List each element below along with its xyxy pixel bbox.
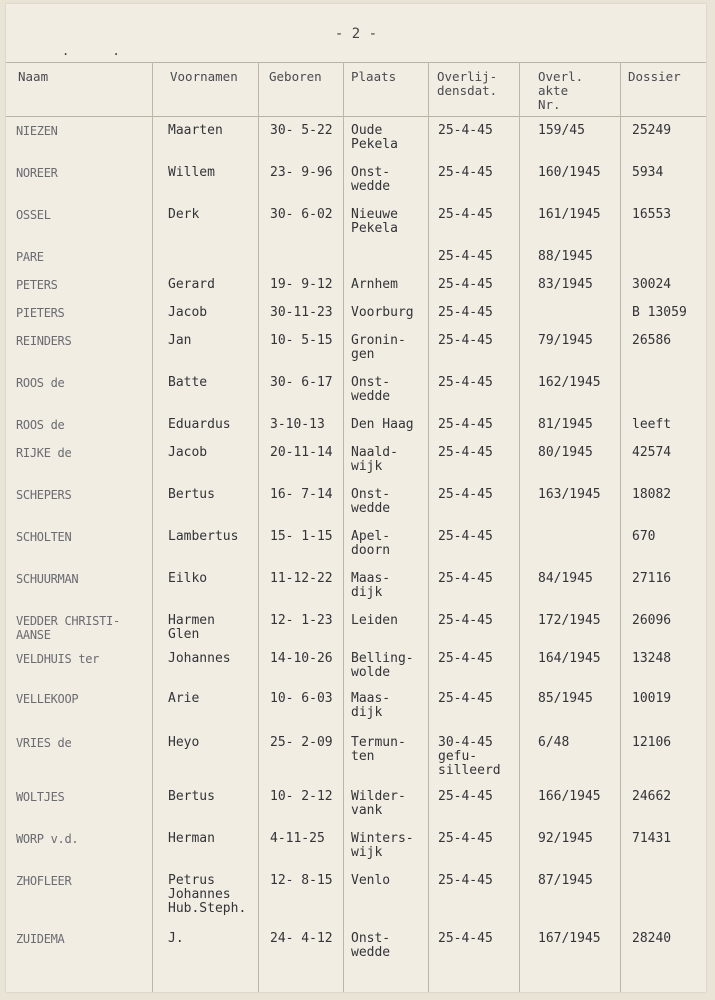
cell-dossier: 26096 [632, 613, 672, 628]
cell-plaats: Leiden [351, 613, 398, 628]
cell-plaats: Onst- wedde [351, 487, 391, 516]
cell-akte: 160/1945 [538, 165, 601, 180]
page-number: - 2 - [334, 26, 378, 42]
cell-akte: 159/45 [538, 123, 585, 138]
cell-geboren: 19- 9-12 [270, 277, 333, 292]
cell-geboren: 10- 6-03 [270, 691, 333, 706]
cell-akte: 161/1945 [538, 207, 601, 222]
cell-plaats: Onst- wedde [351, 165, 391, 194]
cell-dossier: 670 [632, 529, 656, 544]
cell-dossier: 42574 [632, 445, 672, 460]
cell-akte: 166/1945 [538, 789, 601, 804]
cell-naam: SCHOLTEN [16, 530, 72, 544]
header-dossier: Dossier [628, 69, 681, 84]
cell-geboren: 10- 2-12 [270, 789, 333, 804]
cell-naam: VRIES de [16, 736, 72, 750]
cell-plaats: Venlo [351, 873, 391, 888]
cell-dossier: B 13059 [632, 305, 687, 320]
cell-geboren: 30- 6-02 [270, 207, 333, 222]
cell-plaats: Maas- dijk [351, 691, 391, 720]
column-divider [428, 62, 429, 992]
cell-geboren: 24- 4-12 [270, 931, 333, 946]
cell-naam: WORP v.d. [16, 832, 79, 846]
cell-naam: VEDDER CHRISTI- AANSE [16, 614, 120, 642]
cell-geboren: 12- 8-15 [270, 873, 333, 888]
cell-voornamen: Herman [168, 831, 215, 846]
cell-voornamen: Lambertus [168, 529, 239, 544]
cell-dossier: 16553 [632, 207, 672, 222]
cell-geboren: 10- 5-15 [270, 333, 333, 348]
cell-overlijden: 25-4-45 [438, 277, 493, 292]
cell-plaats: Den Haag [351, 417, 414, 432]
cell-akte: 6/48 [538, 735, 570, 750]
cell-akte: 80/1945 [538, 445, 593, 460]
cell-dossier: 10019 [632, 691, 672, 706]
cell-overlijden: 25-4-45 [438, 445, 493, 460]
cell-dossier: 26586 [632, 333, 672, 348]
cell-overlijden: 25-4-45 [438, 873, 493, 888]
cell-voornamen: Heyo [168, 735, 200, 750]
column-divider [343, 62, 344, 992]
cell-dossier: 27116 [632, 571, 672, 586]
cell-dossier: 25249 [632, 123, 672, 138]
cell-voornamen: Willem [168, 165, 215, 180]
cell-voornamen: Bertus [168, 789, 215, 804]
cell-dossier: 13248 [632, 651, 672, 666]
cell-overlijden: 25-4-45 [438, 487, 493, 502]
cell-naam: WOLTJES [16, 790, 65, 804]
cell-voornamen: Harmen Glen [168, 613, 215, 642]
cell-geboren: 3-10-13 [270, 417, 325, 432]
cell-akte: 164/1945 [538, 651, 601, 666]
cell-naam: VELDHUIS ter [16, 652, 100, 666]
cell-akte: 79/1945 [538, 333, 593, 348]
cell-naam: NIEZEN [16, 124, 58, 138]
cell-voornamen: Jacob [168, 305, 208, 320]
cell-plaats: Winters- wijk [351, 831, 414, 860]
cell-dossier: 28240 [632, 931, 672, 946]
cell-voornamen: Eduardus [168, 417, 231, 432]
cell-naam: SCHEPERS [16, 488, 72, 502]
cell-geboren: 20-11-14 [270, 445, 333, 460]
cell-overlijden: 25-4-45 [438, 831, 493, 846]
header-voornamen: Voornamen [170, 69, 238, 84]
cell-geboren: 15- 1-15 [270, 529, 333, 544]
cell-dossier: 12106 [632, 735, 672, 750]
cell-akte: 85/1945 [538, 691, 593, 706]
cell-plaats: Arnhem [351, 277, 398, 292]
table-top-rule [6, 62, 706, 63]
cell-overlijden: 25-4-45 [438, 931, 493, 946]
cell-plaats: Onst- wedde [351, 375, 391, 404]
header-plaats: Plaats [351, 69, 397, 84]
cell-overlijden: 25-4-45 [438, 651, 493, 666]
cell-plaats: Belling- wolde [351, 651, 414, 680]
column-divider [152, 62, 153, 992]
cell-akte: 84/1945 [538, 571, 593, 586]
cell-geboren: 16- 7-14 [270, 487, 333, 502]
cell-plaats: Termun- ten [351, 735, 406, 764]
cell-plaats: Nieuwe Pekela [351, 207, 398, 236]
cell-voornamen: Eilko [168, 571, 208, 586]
document-page [6, 4, 706, 992]
cell-overlijden: 25-4-45 [438, 789, 493, 804]
cell-plaats: Apel- doorn [351, 529, 391, 558]
cell-geboren: 4-11-25 [270, 831, 325, 846]
cell-overlijden: 25-4-45 [438, 375, 493, 390]
cell-overlijden: 30-4-45 gefu- silleerd [438, 735, 501, 778]
cell-voornamen: Gerard [168, 277, 215, 292]
cell-plaats: Onst- wedde [351, 931, 391, 960]
corner-marks: . . [62, 44, 138, 58]
cell-voornamen: Arie [168, 691, 200, 706]
cell-plaats: Maas- dijk [351, 571, 391, 600]
cell-dossier: leeft [632, 417, 672, 432]
cell-akte: 92/1945 [538, 831, 593, 846]
header-rule [6, 116, 706, 117]
cell-akte: 88/1945 [538, 249, 593, 264]
header-akte: Overl. akte Nr. [538, 69, 584, 112]
cell-akte: 81/1945 [538, 417, 593, 432]
cell-naam: PIETERS [16, 306, 65, 320]
cell-dossier: 30024 [632, 277, 672, 292]
cell-akte: 172/1945 [538, 613, 601, 628]
cell-naam: ROOS de [16, 376, 65, 390]
cell-geboren: 23- 9-96 [270, 165, 333, 180]
cell-plaats: Wilder- vank [351, 789, 406, 818]
cell-naam: ROOS de [16, 418, 65, 432]
cell-naam: VELLEKOOP [16, 692, 79, 706]
cell-akte: 163/1945 [538, 487, 601, 502]
cell-overlijden: 25-4-45 [438, 165, 493, 180]
cell-voornamen: Bertus [168, 487, 215, 502]
header-overlijdensdatum: Overlij- densdat. [437, 69, 498, 98]
cell-overlijden: 25-4-45 [438, 571, 493, 586]
cell-akte: 162/1945 [538, 375, 601, 390]
cell-plaats: Gronin- gen [351, 333, 406, 362]
cell-overlijden: 25-4-45 [438, 249, 493, 264]
cell-dossier: 5934 [632, 165, 664, 180]
cell-overlijden: 25-4-45 [438, 529, 493, 544]
cell-voornamen: Derk [168, 207, 200, 222]
cell-naam: ZHOFLEER [16, 874, 72, 888]
cell-akte: 167/1945 [538, 931, 601, 946]
column-divider [620, 62, 621, 992]
cell-geboren: 30-11-23 [270, 305, 333, 320]
cell-akte: 87/1945 [538, 873, 593, 888]
cell-overlijden: 25-4-45 [438, 207, 493, 222]
cell-naam: PARE [16, 250, 44, 264]
cell-dossier: 71431 [632, 831, 672, 846]
cell-voornamen: Jacob [168, 445, 208, 460]
column-divider [258, 62, 259, 992]
cell-voornamen: Batte [168, 375, 208, 390]
cell-plaats: Voorburg [351, 305, 414, 320]
header-geboren: Geboren [269, 69, 322, 84]
cell-geboren: 30- 6-17 [270, 375, 333, 390]
cell-dossier: 24662 [632, 789, 672, 804]
cell-naam: PETERS [16, 278, 58, 292]
cell-voornamen: Johannes [168, 651, 231, 666]
cell-naam: ZUIDEMA [16, 932, 65, 946]
cell-voornamen: J. [168, 931, 184, 946]
cell-voornamen: Jan [168, 333, 192, 348]
cell-naam: REINDERS [16, 334, 72, 348]
header-naam: Naam [18, 69, 49, 84]
column-divider [519, 62, 520, 992]
cell-naam: NOREER [16, 166, 58, 180]
cell-voornamen: Maarten [168, 123, 223, 138]
cell-naam: SCHUURMAN [16, 572, 79, 586]
cell-overlijden: 25-4-45 [438, 333, 493, 348]
cell-geboren: 14-10-26 [270, 651, 333, 666]
cell-overlijden: 25-4-45 [438, 691, 493, 706]
cell-overlijden: 25-4-45 [438, 123, 493, 138]
cell-plaats: Naald- wijk [351, 445, 398, 474]
cell-overlijden: 25-4-45 [438, 613, 493, 628]
cell-geboren: 30- 5-22 [270, 123, 333, 138]
cell-geboren: 11-12-22 [270, 571, 333, 586]
cell-naam: OSSEL [16, 208, 51, 222]
cell-naam: RIJKE de [16, 446, 72, 460]
cell-geboren: 25- 2-09 [270, 735, 333, 750]
cell-overlijden: 25-4-45 [438, 305, 493, 320]
cell-plaats: Oude Pekela [351, 123, 398, 152]
cell-voornamen: Petrus Johannes Hub.Steph. [168, 873, 247, 916]
cell-geboren: 12- 1-23 [270, 613, 333, 628]
cell-overlijden: 25-4-45 [438, 417, 493, 432]
cell-akte: 83/1945 [538, 277, 593, 292]
cell-dossier: 18082 [632, 487, 672, 502]
